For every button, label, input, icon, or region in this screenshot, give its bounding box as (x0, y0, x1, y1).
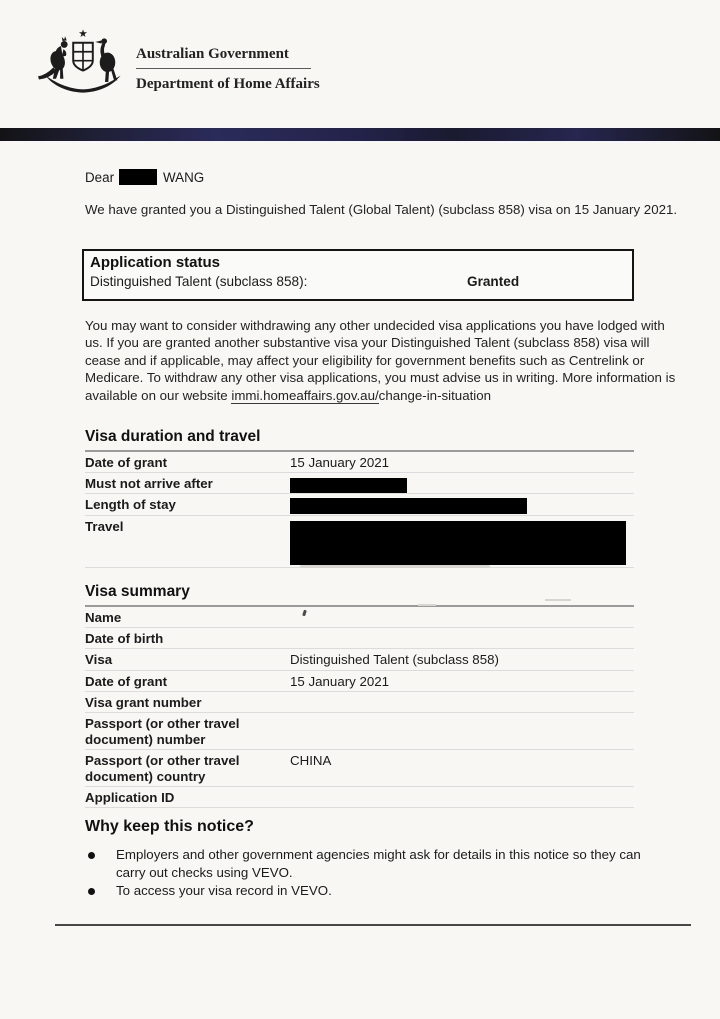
row-value (290, 692, 634, 695)
australian-coat-of-arms-icon (34, 26, 132, 107)
table-row (85, 713, 634, 750)
application-status-row (90, 274, 626, 289)
header-divider (136, 68, 311, 69)
header-bar (0, 128, 720, 141)
footer-divider (55, 924, 691, 926)
row-label: Length of stay (85, 497, 176, 512)
row-value (290, 516, 634, 565)
table-row (85, 516, 634, 568)
row-label: Date of birth (85, 630, 164, 646)
row-value (290, 713, 634, 716)
application-status-label: Distinguished Talent (subclass 858): (90, 274, 308, 289)
visa-duration-table (85, 450, 634, 568)
greeting-surname: WANG (163, 170, 205, 185)
table-row (85, 692, 634, 713)
withdraw-paragraph (85, 317, 685, 404)
application-status-box (82, 249, 634, 301)
row-value (290, 787, 634, 790)
redaction-bar (290, 498, 527, 514)
application-status-title: Application status (90, 254, 221, 271)
bullet-icon (88, 888, 95, 895)
row-label: Visa grant number (85, 694, 202, 710)
greeting-prefix: Dear (85, 170, 115, 185)
row-label: Date of grant (85, 673, 168, 689)
table-row (85, 494, 634, 516)
row-value (290, 607, 634, 610)
withdraw-paragraph-text: You may want to consider withdrawing any other undecided visa applications you have lodged with us. If you are granted another substantive visa your Distinguished Talent (subclass 858) visa will cease and if applicable, may affect your eligibility for government benefits such as Centrelink or Medicare. To withdraw any other visa applications, you must advise us in writing. More information is available on our website (85, 318, 676, 403)
row-label: Visa (85, 651, 113, 667)
table-row (85, 787, 634, 808)
visa-summary-table (85, 605, 634, 808)
bullet-item (88, 846, 653, 881)
scan-artifact (418, 604, 436, 606)
bullet-text: Employers and other government agencies might ask for details in this notice so they can carry out checks using VEVO. (116, 847, 641, 880)
scan-artifact (545, 599, 571, 601)
table-row (85, 607, 634, 628)
why-keep-section-title: Why keep this notice? (85, 818, 254, 835)
bullet-text: To access your visa record in VEVO. (116, 883, 332, 898)
withdraw-paragraph-link-path: change-in-situation (378, 387, 492, 403)
redaction-bar (290, 478, 407, 493)
bullet-icon (88, 852, 95, 859)
row-value (290, 628, 634, 631)
scan-artifact (300, 565, 490, 568)
row-label: Travel (85, 519, 124, 534)
row-value (290, 494, 634, 514)
greeting (85, 169, 204, 185)
agency-name: Australian Government (136, 46, 289, 62)
row-label: Application ID (85, 789, 175, 805)
header-text-block (136, 46, 320, 93)
row-value (290, 473, 634, 493)
table-row (85, 649, 634, 671)
row-value: 15 January 2021 (290, 455, 390, 470)
row-label: Date of grant (85, 455, 168, 470)
visa-duration-section-title: Visa duration and travel (85, 428, 261, 445)
table-row (85, 750, 634, 787)
intro-paragraph: We have granted you a Distinguished Talent (Global Talent) (subclass 858) visa on 15 January 2021. (85, 202, 678, 217)
table-row (85, 671, 634, 692)
row-value: CHINA (290, 752, 332, 768)
row-label: Name (85, 610, 122, 625)
svg-text:★: ★ (78, 27, 88, 41)
table-row (85, 452, 634, 473)
redaction-bar (290, 521, 626, 565)
row-label: Must not arrive after (85, 476, 213, 491)
bullet-list (88, 846, 653, 901)
table-row (85, 473, 634, 494)
bullet-item (88, 882, 653, 900)
application-status-value: Granted (467, 274, 520, 289)
row-label: Passport (or other travel document) country (85, 752, 240, 784)
visa-summary-section-title: Visa summary (85, 583, 190, 600)
row-value: 15 January 2021 (290, 673, 390, 689)
row-label: Passport (or other travel document) number (85, 715, 240, 747)
row-value: Distinguished Talent (subclass 858) (290, 651, 499, 667)
homeaffairs-link[interactable]: immi.homeaffairs.gov.au/ (231, 387, 379, 403)
name-redaction-box (119, 169, 157, 185)
table-row (85, 628, 634, 649)
department-name: Department of Home Affairs (136, 76, 320, 92)
